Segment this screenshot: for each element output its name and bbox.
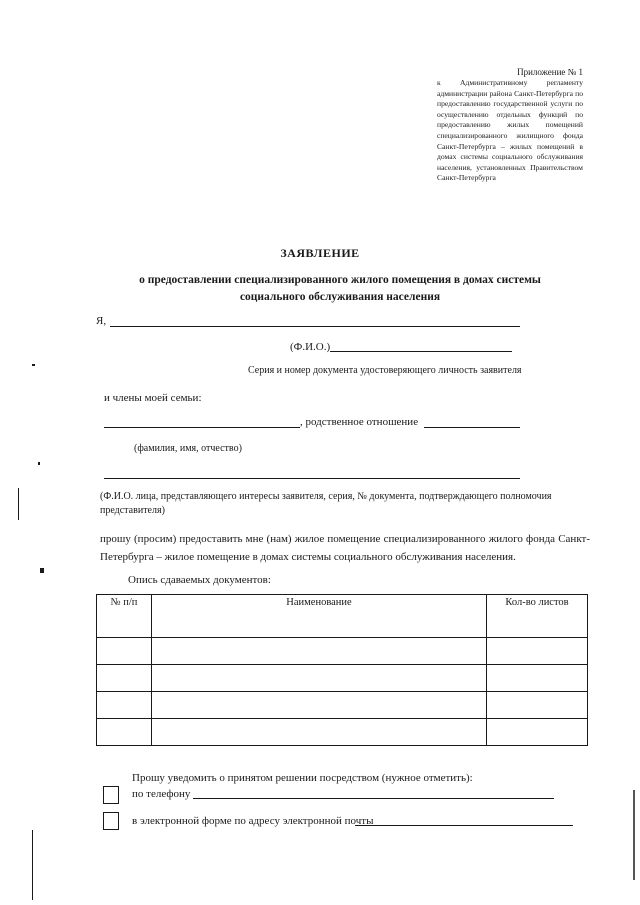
annex-text: к Административному регламенту администрации района Санкт-Петербурга по предоставлению государственной услуги по осуществлению отдельных функций по предоставлению жилых помещений специализированного жилищного фонда Санкт-Петербурга – жилых помещений в домах системы социального обслуживания населения, установленных Правительством Санкт-Петербурга <box>437 78 583 183</box>
notify-text: Прошу уведомить о принятом решении посредством (нужное отметить): <box>132 772 473 784</box>
annex-number: Приложение № 1 <box>517 67 583 77</box>
table-row[interactable] <box>97 719 588 746</box>
relation-line[interactable] <box>424 427 520 428</box>
phone-line[interactable] <box>193 798 554 799</box>
scan-speck <box>40 568 44 573</box>
table-cell[interactable] <box>152 719 487 746</box>
table-cell[interactable] <box>487 692 588 719</box>
representative-line[interactable] <box>104 478 520 479</box>
family-name-line[interactable] <box>104 427 300 428</box>
email-option-label: в электронной форме по адресу электронной почты <box>132 815 374 827</box>
phone-option-label: по телефону <box>132 788 191 800</box>
documents-caption: Опись сдаваемых документов: <box>128 574 271 586</box>
table-cell[interactable] <box>152 665 487 692</box>
table-cell[interactable] <box>487 638 588 665</box>
representative-hint: (Ф.И.О. лица, представляющего интересы заявителя, серия, № документа, подтверждающего полномочия представителя) <box>100 491 552 516</box>
email-line[interactable] <box>355 825 573 826</box>
document-subtitle: о предоставлении специализированного жилого помещения в домах системы социального обслуживания населения <box>139 274 541 303</box>
family-name-hint: (фамилия, имя, отчество) <box>134 443 242 454</box>
request-text: прошу (просим) предоставить мне (нам) жилое помещение специализированного жилого фонда Санкт-Петербурга – жилое помещение в домах системы социального обслуживания населения. <box>100 533 590 563</box>
email-checkbox[interactable] <box>103 812 119 830</box>
scan-speck <box>38 462 40 465</box>
document-label: Серия и номер документа удостоверяющего личность заявителя <box>248 365 522 376</box>
table-cell[interactable] <box>97 665 152 692</box>
table-row[interactable] <box>97 638 588 665</box>
table-cell[interactable] <box>97 692 152 719</box>
applicant-name-line[interactable] <box>110 326 520 327</box>
table-cell[interactable] <box>487 719 588 746</box>
documents-table <box>96 594 588 746</box>
table-cell[interactable] <box>97 638 152 665</box>
scan-streak <box>32 830 33 900</box>
relation-label: , родственное отношение <box>300 416 419 428</box>
table-cell[interactable] <box>97 719 152 746</box>
table-cell[interactable] <box>152 638 487 665</box>
scan-streak <box>18 488 19 520</box>
table-cell[interactable] <box>487 665 588 692</box>
family-label: и члены моей семьи: <box>104 392 202 404</box>
phone-checkbox[interactable] <box>103 786 119 804</box>
fio-line[interactable] <box>330 351 512 352</box>
applicant-prefix: Я, <box>96 315 107 327</box>
column-number: № п/п <box>97 595 152 638</box>
column-sheets: Кол-во листов <box>487 595 588 638</box>
column-name: Наименование <box>152 595 487 638</box>
fio-label: (Ф.И.О.) <box>290 341 331 353</box>
table-row[interactable] <box>97 692 588 719</box>
annex-block <box>437 66 583 184</box>
document-title: ЗАЯВЛЕНИЕ <box>280 246 360 260</box>
table-cell[interactable] <box>152 692 487 719</box>
table-header-row <box>97 595 588 638</box>
scan-speck <box>32 364 35 366</box>
table-row[interactable] <box>97 665 588 692</box>
scan-streak <box>633 790 635 880</box>
